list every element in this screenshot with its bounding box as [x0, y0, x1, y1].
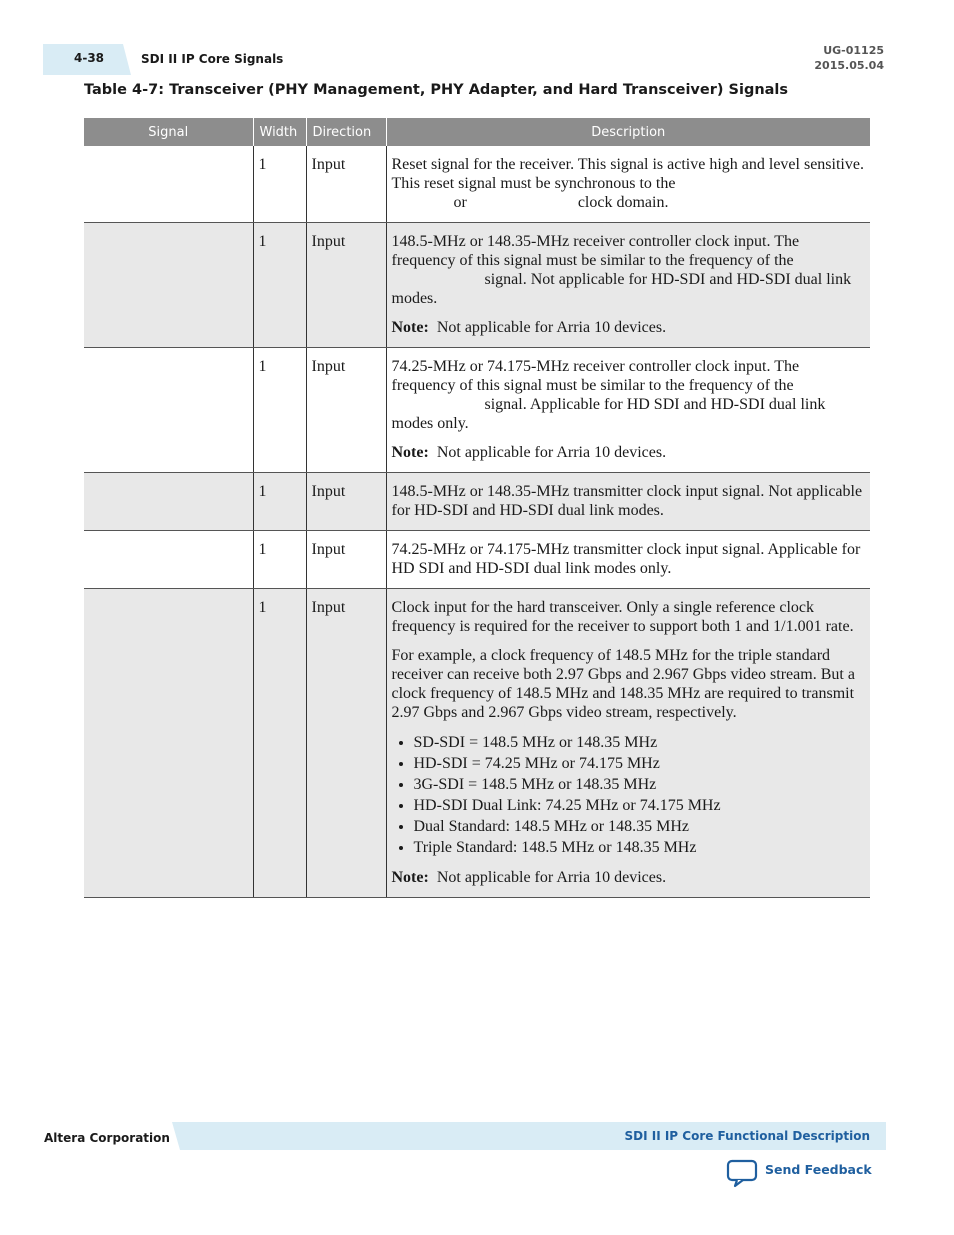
- table-row: [84, 589, 870, 898]
- direction-cell: Input: [306, 473, 386, 531]
- col-header-description: Description: [386, 118, 870, 146]
- feedback-icon[interactable]: [726, 1158, 760, 1188]
- table-row: [84, 146, 870, 223]
- direction-cell: Input: [306, 531, 386, 589]
- footer-chapter-title: SDI II IP Core Functional Description: [624, 1129, 870, 1143]
- signals-table: [84, 118, 870, 898]
- col-header-signal: Signal: [84, 118, 253, 146]
- width-cell: 1: [253, 589, 306, 898]
- table-header-row: [84, 118, 870, 146]
- footer-company: Altera Corporation: [44, 1131, 170, 1145]
- description-paragraph: 148.5-MHz or 148.35-MHz transmitter clock input signal. Not applicable for HD-SDI and HD-SDI dual link modes.: [391, 483, 863, 519]
- note: Note: Not applicable for Arria 10 devices.: [391, 869, 667, 886]
- signal-cell: [84, 473, 253, 531]
- table-row: [84, 223, 870, 348]
- direction-cell: Input: [306, 223, 386, 348]
- description-paragraph: Clock input for the hard transceiver. Only a single reference clock frequency is required for the receiver to support both 1 and 1/1.001 rate.: [391, 599, 854, 635]
- list-item: • HD-SDI Dual Link: 74.25 MHz or 74.175 MHz: [414, 795, 866, 816]
- description-cell: [386, 146, 870, 223]
- send-feedback-link[interactable]: Send Feedback: [765, 1162, 872, 1177]
- table-row: [84, 531, 870, 589]
- width-cell: 1: [253, 348, 306, 473]
- description-cell: [386, 473, 870, 531]
- doc-date: 2015.05.04: [814, 59, 884, 72]
- description-paragraph: Reset signal for the receiver. This signal is active high and level sensitive. This reset signal must be synchronous to the or clock domain.: [391, 156, 864, 211]
- width-cell: 1: [253, 146, 306, 223]
- table-row: [84, 473, 870, 531]
- description-paragraph: For example, a clock frequency of 148.5 MHz for the triple standard receiver can receive both 2.97 Gbps and 2.967 Gbps video stream. But a clock frequency of 148.5 MHz and 148.35 MHz are required to transmit 2.97 Gbps and 2.967 Gbps video stream, respectively.: [391, 647, 855, 721]
- list-item: • SD-SDI = 148.5 MHz or 148.35 MHz: [414, 732, 866, 753]
- note: Note: Not applicable for Arria 10 devices.: [391, 319, 667, 336]
- list-item: • Triple Standard: 148.5 MHz or 148.35 MHz: [414, 837, 866, 858]
- signal-cell: [84, 589, 253, 898]
- signal-cell: [84, 223, 253, 348]
- description-cell: [386, 589, 870, 898]
- description-cell: [386, 348, 870, 473]
- frequency-list: [392, 732, 866, 858]
- table-row: [84, 348, 870, 473]
- width-cell: 1: [253, 223, 306, 348]
- signal-cell: [84, 146, 253, 223]
- description-cell: [386, 531, 870, 589]
- description-paragraph: 74.25-MHz or 74.175-MHz receiver controller clock input. The frequency of this signal must be similar to the frequency of the signal. Applicable for HD SDI and HD-SDI dual link modes only.: [391, 358, 826, 432]
- col-header-width: Width: [253, 118, 306, 146]
- description-cell: [386, 223, 870, 348]
- list-item: • 3G-SDI = 148.5 MHz or 148.35 MHz: [414, 774, 866, 795]
- note: Note: Not applicable for Arria 10 devices.: [391, 444, 667, 461]
- section-title: SDI II IP Core Signals: [141, 52, 284, 66]
- doc-info: [814, 43, 884, 73]
- description-paragraph: 74.25-MHz or 74.175-MHz transmitter clock input signal. Applicable for HD SDI and HD-SDI dual link modes only.: [391, 541, 861, 577]
- direction-cell: Input: [306, 589, 386, 898]
- list-item: • Dual Standard: 148.5 MHz or 148.35 MHz: [414, 816, 866, 837]
- description-paragraph: 148.5-MHz or 148.35-MHz receiver controller clock input. The frequency of this signal must be similar to the frequency of the signal. Not applicable for HD-SDI and HD-SDI dual link modes.: [391, 233, 852, 307]
- direction-cell: Input: [306, 348, 386, 473]
- width-cell: 1: [253, 531, 306, 589]
- width-cell: 1: [253, 473, 306, 531]
- page-number: 4-38: [74, 51, 105, 65]
- signal-cell: [84, 348, 253, 473]
- col-header-direction: Direction: [306, 118, 386, 146]
- table-title: Table 4-7: Transceiver (PHY Management, PHY Adapter, and Hard Transceiver) Signals: [84, 82, 789, 98]
- signal-cell: [84, 531, 253, 589]
- doc-id: UG-01125: [823, 44, 884, 57]
- list-item: • HD-SDI = 74.25 MHz or 74.175 MHz: [414, 753, 866, 774]
- direction-cell: Input: [306, 146, 386, 223]
